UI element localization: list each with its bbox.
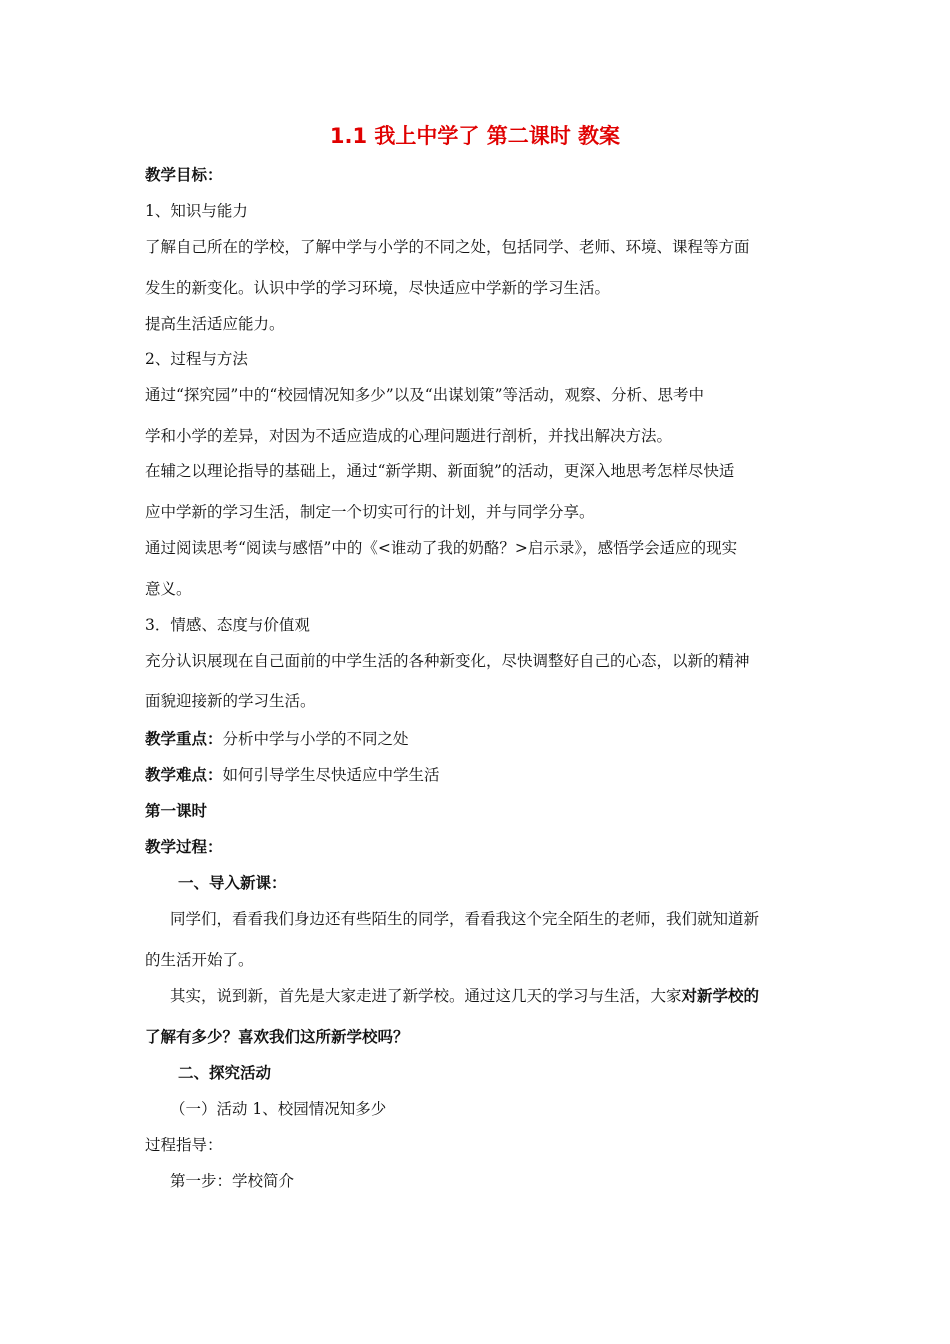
goal1-paragraph-line: 了解自己所在的学校，了解中学与小学的不同之处，包括同学、老师、环境、课程等方面 — [145, 238, 750, 256]
explore-heading: 二、探究活动 — [178, 1064, 272, 1082]
key-point-text: 分析中学与小学的不同之处 — [222, 730, 409, 748]
intro-bold-text: 对新学校的 — [681, 987, 760, 1005]
goal2-paragraph-line: 通过“探究园”中的“校园情况知多少”以及“出谋划策”等活动，观察、分析、思考中 — [145, 386, 705, 404]
goal3-paragraph-line: 充分认识展现在自己面前的中学生活的各种新变化，尽快调整好自己的心态，以新的精神 — [145, 652, 750, 670]
goal2-paragraph-line: 通过阅读思考“阅读与感悟”中的《<谁动了我的奶酪？>启示录》，感悟学会适应的现实 — [145, 539, 738, 557]
goal1-heading: 1、知识与能力 — [145, 202, 248, 220]
goal2-paragraph-line: 意义。 — [145, 580, 192, 598]
goal3-heading: 3．情感、态度与价值观 — [145, 616, 310, 634]
difficult-point-label: 教学难点： — [145, 766, 223, 784]
activity1-heading: （一）活动 1、校园情况知多少 — [170, 1100, 387, 1118]
intro-text: 其实，说到新，首先是大家走进了新学校。通过这几天的学习与生活，大家 — [170, 987, 682, 1005]
intro-question-line: 了解有多少？喜欢我们这所新学校吗？ — [145, 1028, 409, 1046]
goal2-paragraph-line: 在辅之以理论指导的基础上，通过“新学期、新面貌”的活动，更深入地思考怎样尽快适 — [145, 462, 735, 480]
goal2-paragraph-line: 应中学新的学习生活，制定一个切实可行的计划，并与同学分享。 — [145, 503, 595, 521]
goal2-heading: 2、过程与方法 — [145, 350, 248, 368]
goal2-paragraph-line: 学和小学的差异，对因为不适应造成的心理问题进行剖析，并找出解决方法。 — [145, 427, 673, 445]
process-heading: 教学过程： — [145, 838, 223, 856]
key-point — [145, 728, 825, 750]
lesson-heading: 第一课时 — [145, 802, 208, 820]
goal1-paragraph-line: 发生的新变化。认识中学的学习环境，尽快适应中学新的学习生活。 — [145, 279, 611, 297]
goals-heading: 教学目标： — [145, 166, 223, 184]
difficult-point — [145, 764, 825, 786]
goal3-paragraph-line: 面貌迎接新的学习生活。 — [145, 692, 316, 710]
intro-paragraph-line: 的生活开始了。 — [145, 951, 254, 969]
step1-label: 第一步：学校简介 — [170, 1172, 295, 1190]
page-title: 1.1 我上中学了 第二课时 教案 — [329, 124, 621, 148]
intro-heading: 一、导入新课： — [178, 874, 287, 892]
goal1-paragraph-2: 提高生活适应能力。 — [145, 315, 285, 333]
intro-paragraph-line — [170, 985, 850, 1007]
process-guide-label: 过程指导： — [145, 1136, 223, 1154]
intro-paragraph-line: 同学们，看看我们身边还有些陌生的同学，看看我这个完全陌生的老师，我们就知道新 — [170, 910, 760, 928]
key-point-label: 教学重点： — [145, 730, 223, 748]
difficult-point-text: 如何引导学生尽快适应中学生活 — [222, 766, 440, 784]
